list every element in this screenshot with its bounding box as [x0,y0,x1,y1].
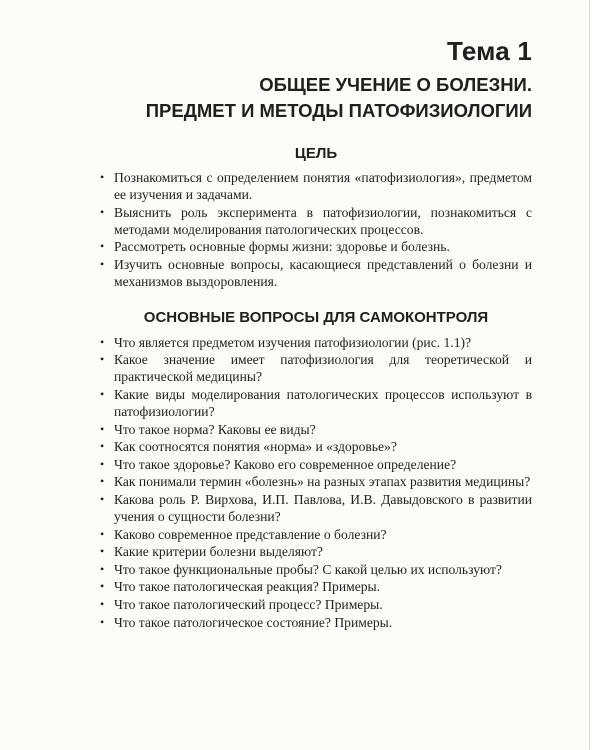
bullet-icon: • [100,561,105,576]
bullet-icon: • [100,439,105,454]
chapter-title-line-2: ПРЕДМЕТ И МЕТОДЫ ПАТОФИЗИОЛОГИИ [145,100,532,121]
question-item-text: Как соотносятся понятия «норма» и «здоровье»? [114,439,397,455]
question-item-text: Какое значение имеет патофизиология для теоретической и практической медицины? [114,352,532,385]
question-item-text: Какие критерии болезни выделяют? [114,544,323,560]
goal-item-text: Рассмотреть основные формы жизни: здоровье и болезнь. [114,239,450,255]
question-item [100,456,532,473]
question-item [100,438,532,455]
question-item-text: Что такое функциональные пробы? С какой целью их используют? [114,561,502,577]
goal-item-text: Познакомиться с определением понятия «патофизиология», предметом ее изучения и задачами. [114,170,532,202]
question-item [100,491,532,525]
bullet-icon: • [100,491,105,506]
question-item [100,386,532,420]
page-edge [589,0,600,750]
goal-item [100,204,532,238]
bullet-icon: • [100,170,105,184]
goal-heading: ЦЕЛЬ [294,145,338,162]
questions-heading: ОСНОВНЫЕ ВОПРОСЫ ДЛЯ САМОКОНТРОЛЯ [143,308,489,326]
bullet-icon: • [100,456,105,471]
bullet-icon: • [100,239,105,254]
bullet-icon: • [100,579,105,594]
questions-list [100,334,532,631]
page-content [100,28,532,631]
goal-list [100,169,532,290]
goal-item [100,169,532,203]
question-item-text: Что такое здоровье? Каково его современное определение? [114,456,457,472]
bullet-icon: • [100,352,105,367]
goal-item-text: Выяснить роль эксперимента в патофизиологии, познакомиться с методами моделирования патологических процессов. [114,204,532,237]
question-item [100,526,532,543]
question-item [100,351,532,385]
question-item [100,614,532,631]
question-item-text: Что такое норма? Каковы ее виды? [114,421,316,437]
question-item [100,334,532,351]
question-item-text: Какие виды моделирования патологических процессов используют в патофизиологии? [114,386,532,419]
chapter-title [100,72,532,124]
chapter-title-line-1: ОБЩЕЕ УЧЕНИЕ О БОЛЕЗНИ. [259,74,532,95]
bullet-icon: • [100,334,105,349]
question-item-text: Что является предметом изучения патофизиологии (рис. 1.1)? [114,334,472,350]
bullet-icon: • [100,256,105,271]
goal-item [100,256,532,290]
question-item-text: Что такое патологическая реакция? Примеры. [114,579,381,595]
question-item-text: Каково современное представление о болезни? [114,526,387,542]
bullet-icon: • [100,474,105,489]
bullet-icon: • [100,614,105,629]
question-item-text: Какова роль Р. Вирхова, И.П. Павлова, И.В. Давыдовского в развитии учения о сущности болезни? [114,491,532,524]
bullet-icon: • [100,544,105,559]
goal-item-text: Изучить основные вопросы, касающиеся представлений о болезни и механизмов выздоровления. [114,256,532,289]
question-item [100,596,532,613]
question-item [100,473,532,490]
theme-label: Тема 1 [447,36,532,66]
question-item-text: Что такое патологический процесс? Примеры. [114,596,383,612]
bullet-icon: • [100,596,105,611]
goal-item [100,238,532,255]
bullet-icon: • [100,421,105,436]
bullet-icon: • [100,204,105,219]
question-item-text: Как понимали термин «болезнь» на разных этапах развития медицины? [114,474,531,490]
bullet-icon: • [100,526,105,541]
bullet-icon: • [100,386,105,401]
question-item [100,578,532,595]
question-item [100,421,532,438]
question-item [100,543,532,560]
question-item [100,561,532,578]
question-item-text: Что такое патологическое состояние? Примеры. [114,614,393,630]
